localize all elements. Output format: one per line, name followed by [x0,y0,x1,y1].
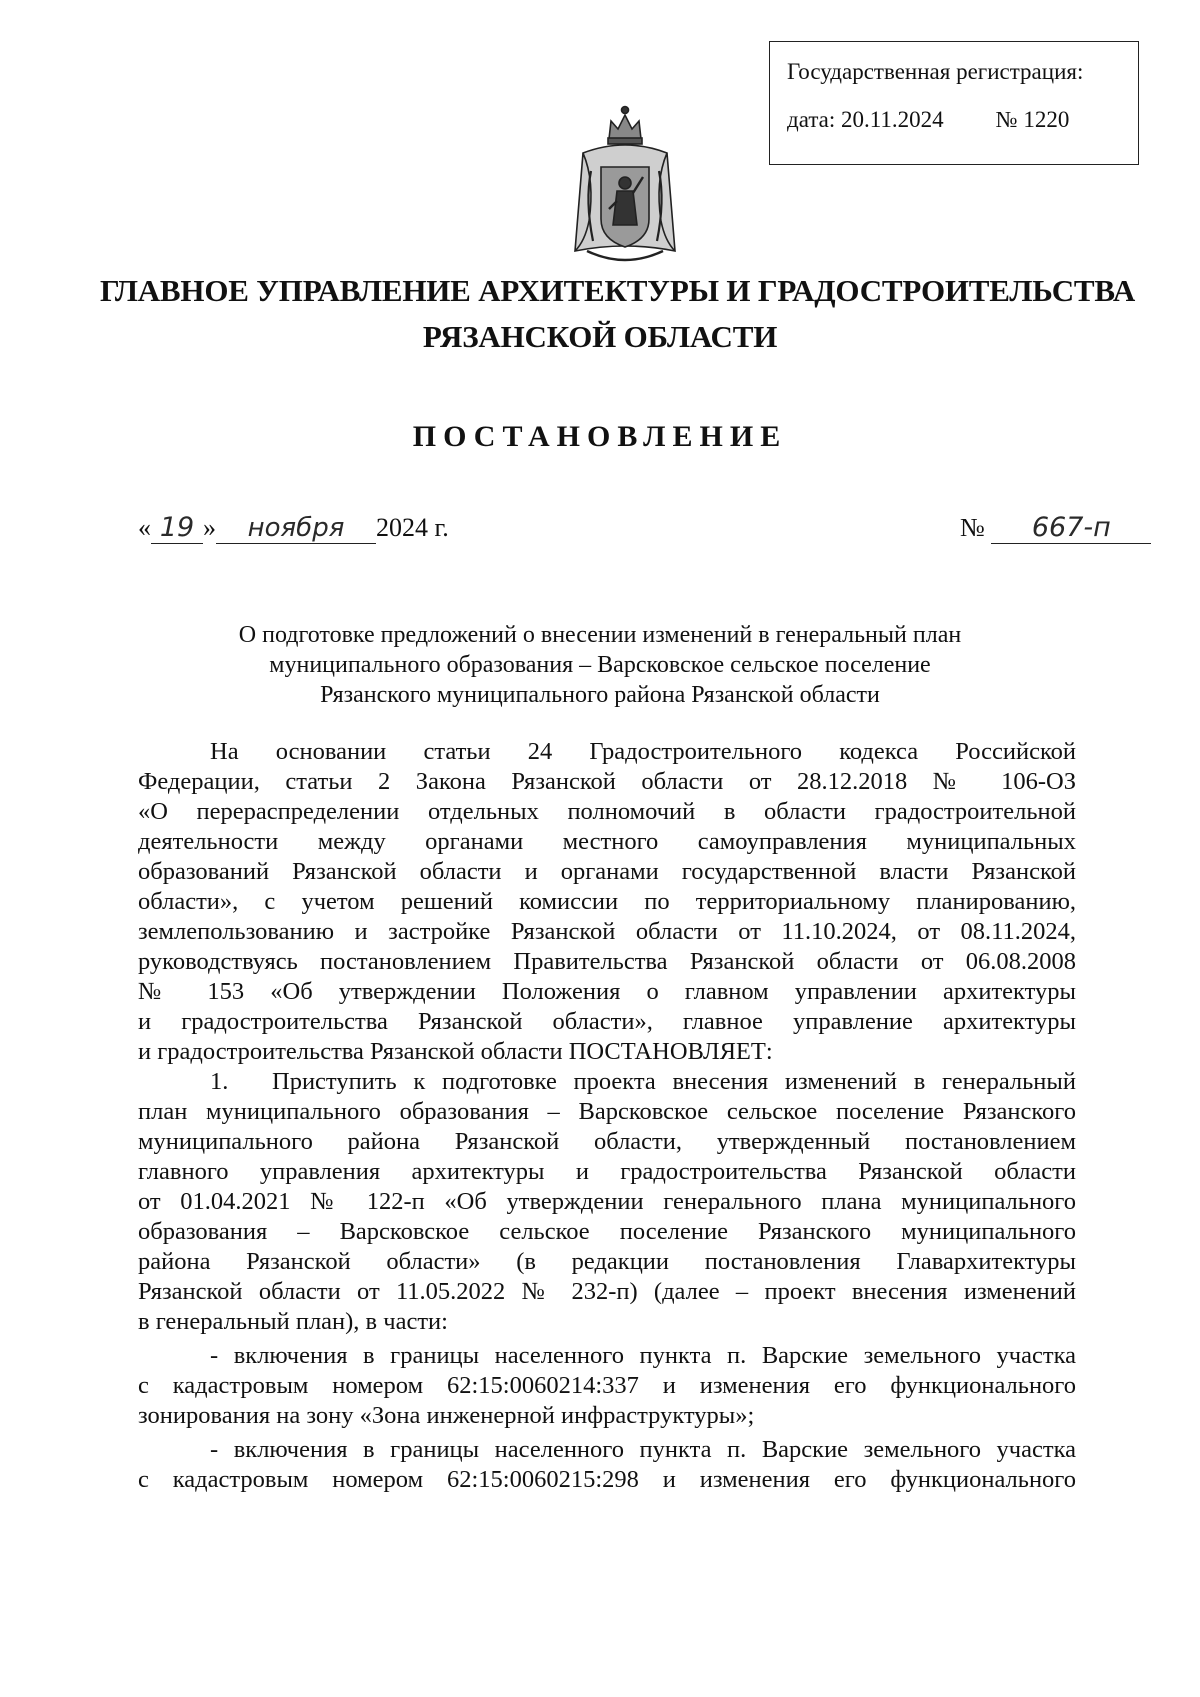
body-line: Федерации, статьи 2 Закона Рязанской области от 28.12.2018 № 106-ОЗ [138,768,1076,795]
item-1-number: 1. [210,1068,229,1095]
registration-title: Государственная регистрация: [787,59,1084,84]
organization-title-line1: ГЛАВНОЕ УПРАВЛЕНИЕ АРХИТЕКТУРЫ И ГРАДОСТРОИТЕЛЬСТВА [100,273,1136,308]
date-close-quote: » [203,513,216,542]
handwritten-month: ноября [216,513,376,544]
document-number [960,512,1151,544]
body-line: с кадастровым номером 62:15:0060215:298 и изменения его функционального [138,1466,1076,1493]
body-line: и градостроительства Рязанской области ПОСТАНОВЛЯЕТ: [138,1038,773,1065]
organization-title [100,268,1136,360]
body-line: области», с учетом решений комиссии по территориальному планированию, [138,888,1076,915]
registration-stamp [769,41,1139,165]
subject-line1: О подготовке предложений о внесении изменений в генеральный план [238,622,962,648]
registration-number: № 1220 [995,107,1070,132]
body-line: деятельности между органами местного самоуправления муниципальных [138,828,1076,855]
preamble-paragraph [138,737,1076,1067]
ryazan-coat-of-arms-icon [565,101,685,271]
body-line: муниципального района Рязанской области, утвержденный постановлением [138,1128,1076,1155]
organization-title-line2: РЯЗАНСКОЙ ОБЛАСТИ [422,319,778,354]
handwritten-day: 19 [151,512,203,544]
body-line: № 153 «Об утверждении Положения о главном управлении архитектуры [138,978,1076,1005]
registration-date: дата: 20.11.2024 [787,107,944,132]
body-line: образований Рязанской области и органами государственной власти Рязанской [138,858,1076,885]
registration-details [787,107,1138,133]
subject-line3: Рязанского муниципального района Рязанской области [320,682,880,708]
date-open-quote: « [138,513,151,542]
body-line: с кадастровым номером 62:15:0060214:337 и изменения его функционального [138,1372,1076,1399]
body-line: землепользованию и застройке Рязанской области от 11.10.2024, от 08.11.2024, [138,918,1076,945]
date-year: 2024 г. [376,513,449,542]
body-line: и градостроительства Рязанской области», главное управление архитектуры [138,1008,1076,1035]
body-line: зонирования на зону «Зона инженерной инфраструктуры»; [138,1402,755,1429]
body-line: На основании статьи 24 Градостроительного кодекса Российской [210,738,1076,765]
item-1-first-line [138,1067,1076,1097]
body-line: образования – Варсковское сельское поселение Рязанского муниципального [138,1218,1076,1245]
body-line-text: Приступить к подготовке проекта внесения изменений в генеральный [272,1068,1076,1095]
body-line: план муниципального образования – Варсковское сельское поселение Рязанского [138,1098,1076,1125]
body-line: от 01.04.2021 № 122-п «Об утверждении генерального плана муниципального [138,1188,1076,1215]
document-subject [120,620,1080,710]
bullet-2-paragraph [138,1435,1076,1495]
body-line: главного управления архитектуры и градостроительства Рязанской области [138,1158,1076,1185]
body-line: района Рязанской области» (в редакции постановления Главархитектуры [138,1248,1076,1275]
body-line: - включения в границы населенного пункта п. Варские земельного участка [210,1342,1076,1369]
number-prefix: № [960,513,985,542]
body-line: «О перераспределении отдельных полномочий в области градостроительной [138,798,1076,825]
subject-line2: муниципального образования – Варсковское сельское поселение [269,652,931,678]
body-line: руководствуясь постановлением Правительства Рязанской области от 06.08.2008 [138,948,1076,975]
item-1-paragraph [138,1067,1076,1337]
document-date [138,512,449,544]
body-line: - включения в границы населенного пункта п. Варские земельного участка [210,1436,1076,1463]
handwritten-number: 667-п [991,512,1151,544]
body-line: в генеральный план), в части: [138,1308,448,1335]
document-type-heading: ПОСТАНОВЛЕНИЕ [412,420,788,453]
document-body [138,737,1076,1495]
bullet-1-paragraph [138,1341,1076,1431]
body-line: Рязанской области от 11.05.2022 № 232-п) (далее – проект внесения изменений [138,1278,1076,1305]
